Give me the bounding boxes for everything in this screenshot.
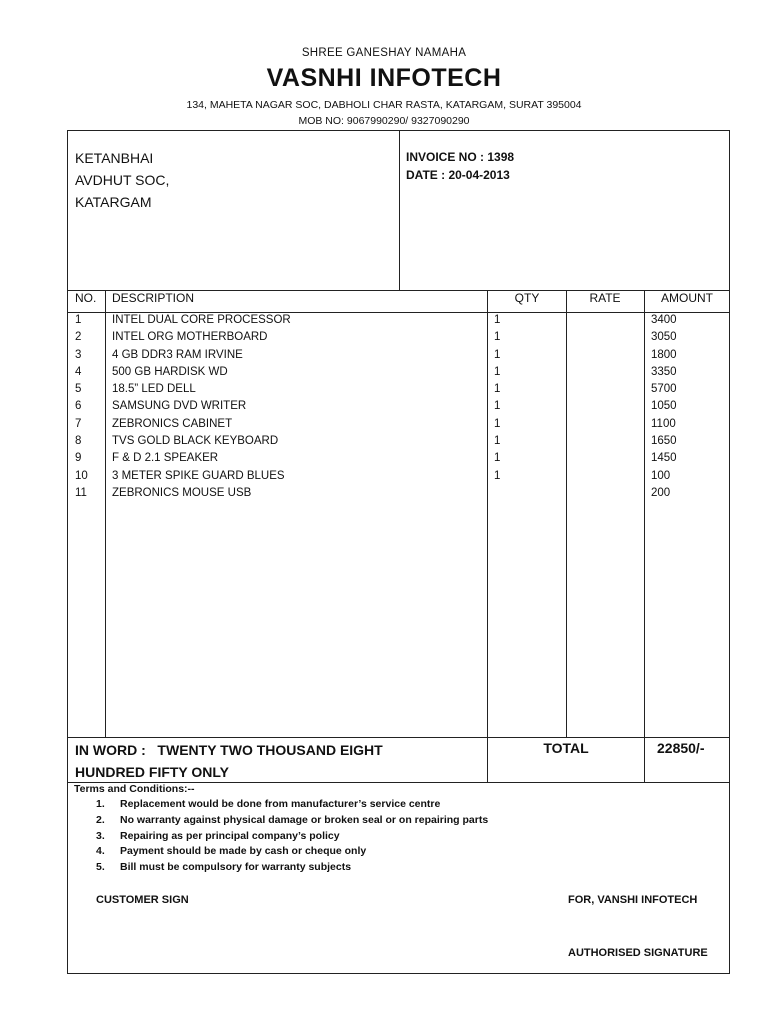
company-name: VASNHI INFOTECH: [266, 64, 502, 92]
total-value: 22850/-: [657, 740, 705, 756]
row-no: 6: [75, 400, 82, 413]
terms-item: 3. Repairing as per principal company’s policy: [96, 829, 340, 842]
row-amount: 200: [651, 486, 671, 499]
row-description: 18.5” LED DELL: [112, 383, 196, 396]
amount-in-words: [75, 739, 475, 783]
company-address: 134, MAHETA NAGAR SOC, DABHOLI CHAR RASTA, KATARGAM, SURAT 395004: [186, 99, 582, 111]
row-description: 4 GB DDR3 RAM IRVINE: [112, 348, 243, 361]
blessing-line: SHREE GANESHAY NAMAHA: [301, 47, 467, 59]
row-description: INTEL DUAL CORE PROCESSOR: [112, 314, 291, 326]
row-amount: 1650: [651, 435, 677, 448]
customer-invoice-divider: [399, 130, 400, 290]
row-amount: 1450: [651, 452, 677, 465]
header-amount: AMOUNT: [661, 291, 713, 305]
row-qty: 1: [494, 383, 501, 396]
header-description: DESCRIPTION: [112, 291, 195, 305]
row-no: 4: [75, 365, 82, 378]
row-no: 8: [75, 435, 82, 448]
customer-address-line2: KATARGAM: [75, 194, 152, 210]
column-qty: [494, 312, 500, 502]
col-divider-rate: [644, 290, 645, 782]
customer-address-line1: AVDHUT SOC,: [75, 172, 170, 188]
terms-item: 5. Bill must be compulsory for warranty subjects: [96, 861, 352, 874]
row-no: 10: [75, 469, 88, 482]
row-no: 5: [75, 383, 82, 396]
row-description: ZEBRONICS MOUSE USB: [112, 486, 252, 499]
customer-name: KETANBHAI: [75, 150, 154, 166]
row-qty: 1: [494, 417, 501, 430]
row-qty: 1: [494, 469, 501, 482]
row-description: SAMSUNG DVD WRITER: [112, 400, 247, 413]
terms-item: 2. No warranty against physical damage or broken seal or on repairing parts: [96, 813, 489, 826]
column-no: [75, 312, 88, 502]
row-qty: 1: [494, 452, 501, 465]
row-amount: 1800: [651, 348, 677, 361]
row-amount: 1050: [651, 400, 677, 413]
row-qty: 1: [494, 348, 501, 361]
column-amount: [651, 312, 677, 502]
header-qty: QTY: [514, 291, 540, 305]
invoice-number: INVOICE NO : 1398: [406, 150, 515, 164]
row-no: 1: [75, 314, 82, 326]
authorised-signature: AUTHORISED SIGNATURE: [568, 947, 708, 959]
invoice-date: DATE : 20-04-2013: [406, 168, 510, 182]
row-amount: 1100: [651, 417, 676, 430]
row-no: 3: [75, 348, 82, 361]
row-qty: 1: [494, 435, 501, 448]
row-qty: 1: [494, 400, 501, 413]
row-description: F & D 2.1 SPEAKER: [112, 452, 219, 465]
column-description: [112, 312, 291, 502]
row-description: ZEBRONICS CABINET: [112, 417, 233, 430]
header-rate: RATE: [589, 291, 621, 305]
company-mobile: MOB NO: 9067990290/ 9327090290: [298, 115, 470, 127]
row-amount: 3350: [651, 365, 677, 378]
total-row-top-line: [67, 737, 730, 738]
terms-title: Terms and Conditions:--: [74, 783, 195, 795]
header-no: NO.: [75, 291, 97, 305]
row-amount: 5700: [651, 383, 677, 396]
row-qty: 1: [494, 314, 501, 326]
terms-list: [96, 798, 488, 877]
row-amount: 100: [651, 469, 671, 482]
total-label: TOTAL: [543, 740, 589, 756]
row-no: 9: [75, 452, 82, 465]
col-divider-qty: [566, 290, 567, 737]
col-divider-description: [487, 290, 488, 782]
row-amount: 3400: [651, 314, 677, 326]
terms-item: 4. Payment should be made by cash or cheque only: [96, 845, 367, 858]
amount-in-words-line1: IN WORD : TWENTY TWO THOUSAND EIGHT: [75, 742, 383, 758]
row-amount: 3050: [651, 331, 677, 344]
col-divider-no: [105, 290, 106, 737]
row-no: 11: [75, 486, 87, 499]
row-no: 2: [75, 331, 82, 344]
row-no: 7: [75, 417, 82, 430]
row-qty: [494, 485, 500, 502]
row-description: INTEL ORG MOTHERBOARD: [112, 331, 268, 344]
terms-item: 1. Replacement would be done from manufacturer’s service centre: [96, 798, 441, 810]
amount-in-words-line2: HUNDRED FIFTY ONLY: [75, 764, 230, 780]
row-qty: 1: [494, 365, 501, 378]
row-qty: 1: [494, 331, 501, 344]
row-description: 500 GB HARDISK WD: [112, 365, 228, 378]
customer-sign: CUSTOMER SIGN: [96, 894, 189, 906]
row-description: 3 METER SPIKE GUARD BLUES: [112, 469, 285, 482]
row-description: TVS GOLD BLACK KEYBOARD: [112, 435, 279, 448]
for-company: FOR, VANSHI INFOTECH: [568, 894, 698, 906]
